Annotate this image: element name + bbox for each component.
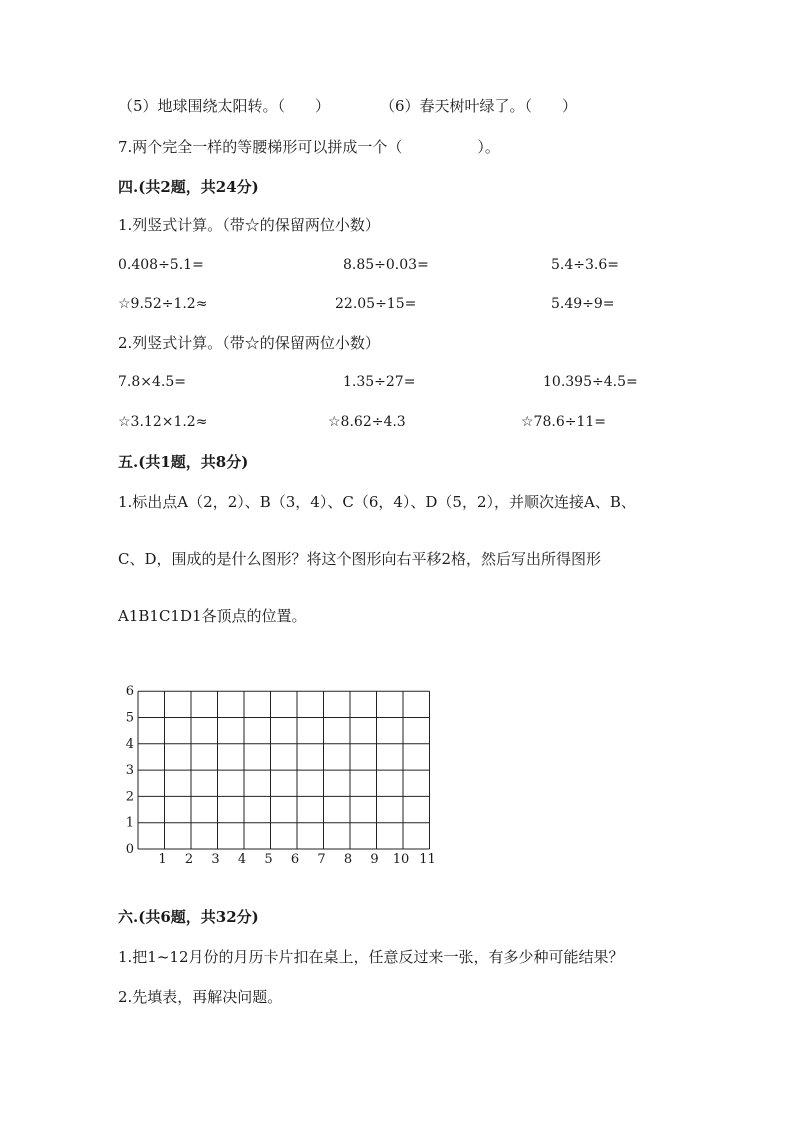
calc-item: ☆3.12×1.2≈ <box>118 414 208 430</box>
y-tick-label: 4 <box>125 736 134 752</box>
x-tick-label: 7 <box>317 852 326 866</box>
x-tick-label: 3 <box>211 852 220 866</box>
section-4-question-1: 1.列竖式计算。（带☆的保留两位小数） <box>118 216 380 234</box>
x-tick-label: 8 <box>343 852 353 866</box>
calc-item: 22.05÷15= <box>335 296 417 312</box>
calc-item: ☆9.52÷1.2≈ <box>118 296 208 312</box>
x-tick-label: 5 <box>264 852 273 866</box>
coordinate-grid <box>118 684 448 866</box>
y-tick-label: 5 <box>125 710 134 726</box>
calc-item: 8.85÷0.03= <box>343 257 429 273</box>
calc-item: 5.4÷3.6= <box>551 257 619 273</box>
x-tick-label: 4 <box>237 852 247 866</box>
calc-item: ☆78.6÷11= <box>521 414 606 430</box>
calc-item: 10.395÷4.5= <box>543 374 638 390</box>
y-tick-label: 3 <box>125 763 134 779</box>
question-6: （6）春天树叶绿了。（ ） <box>380 97 578 115</box>
question-5: （5）地球围绕太阳转。（ ） <box>118 97 331 115</box>
y-tick-label: 6 <box>125 684 134 700</box>
y-tick-label: 0 <box>125 842 134 857</box>
section-6-question-2: 2.先填表，再解决问题。 <box>118 988 283 1006</box>
calc-item: 7.8×4.5= <box>118 374 186 390</box>
x-tick-label: 9 <box>370 852 379 866</box>
calc-item: 1.35÷27= <box>343 374 416 390</box>
section-4-title: 四.(共2题，共24分) <box>118 178 259 196</box>
calc-item: 5.49÷9= <box>551 296 615 312</box>
section-5-title: 五.(共1题，共8分) <box>118 453 249 471</box>
y-tick-label: 2 <box>125 789 134 805</box>
calc-item: 0.408÷5.1= <box>118 257 204 273</box>
x-tick-label: 11 <box>419 852 436 866</box>
question-7: 7.两个完全一样的等腰梯形可以拼成一个（ ）。 <box>118 138 500 156</box>
y-tick-label: 1 <box>125 815 134 831</box>
x-tick-label: 10 <box>392 852 410 866</box>
section-5-question-1-line-3: A1B1C1D1各顶点的位置。 <box>118 607 307 625</box>
section-5-question-1-line-1: 1.标出点A（2，2）、B（3，4）、C（6，4）、D（5，2），并顺次连接A、B、 <box>118 493 636 511</box>
x-tick-label: 6 <box>290 852 300 866</box>
x-tick-label: 2 <box>184 852 194 866</box>
section-6-question-1: 1.把1~12月份的月历卡片扣在桌上，任意反过来一张，有多少种可能结果？ <box>118 948 624 966</box>
calc-item: ☆8.62÷4.3 <box>328 414 406 430</box>
section-6-title: 六.(共6题，共32分) <box>118 908 259 926</box>
section-5-question-1-line-2: C、D，围成的是什么图形？将这个图形向右平移2格，然后写出所得图形 <box>118 550 602 568</box>
section-4-question-2: 2.列竖式计算。（带☆的保留两位小数） <box>118 334 380 352</box>
x-tick-label: 1 <box>158 852 167 866</box>
